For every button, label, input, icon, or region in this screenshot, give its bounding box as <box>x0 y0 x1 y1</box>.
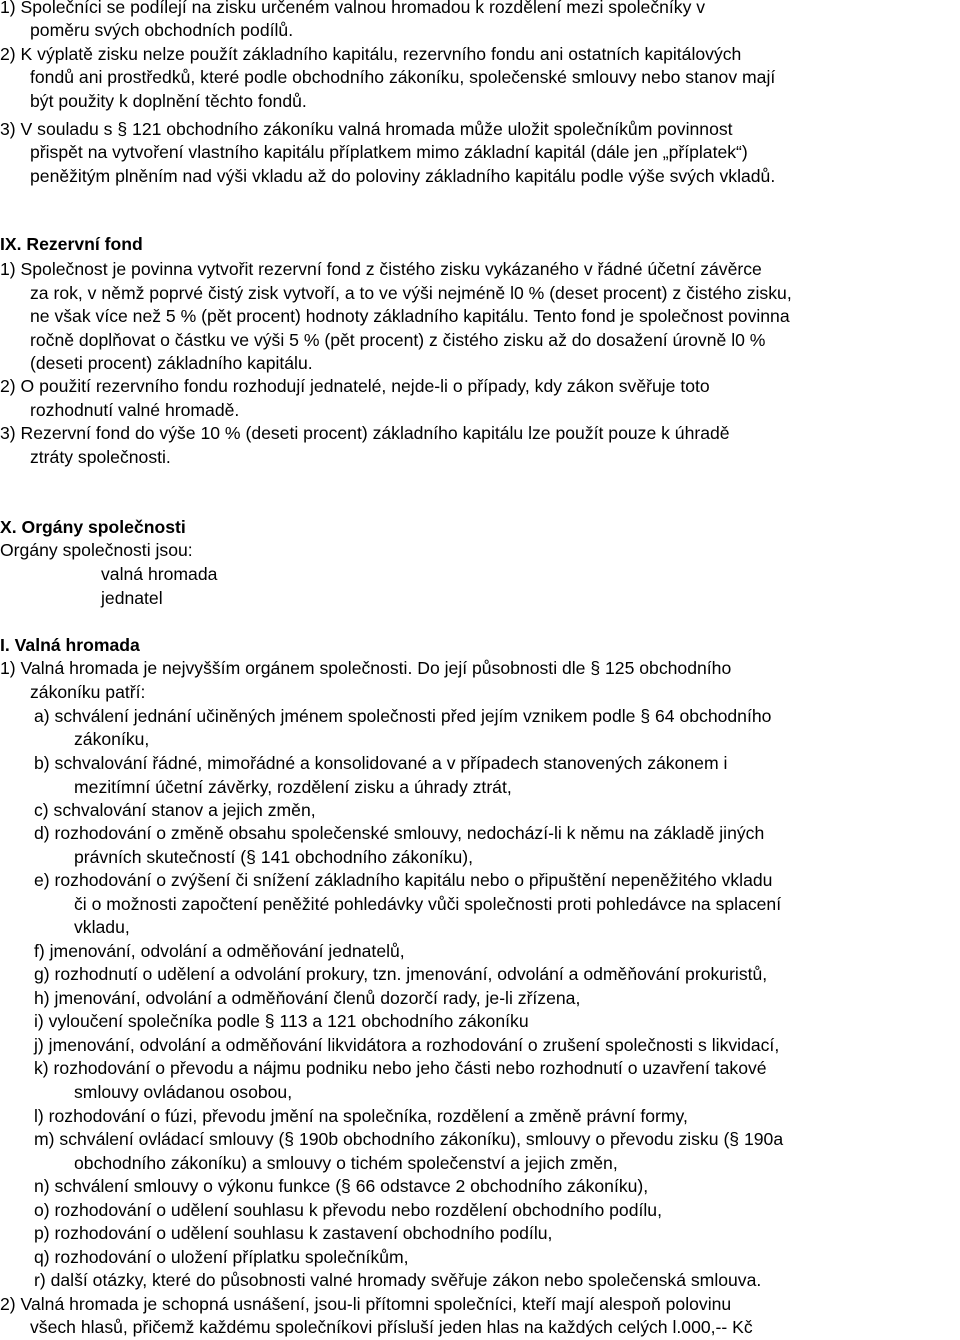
list-item: h) jmenování, odvolání a odměňování členů dozorčí rady, je-li zřízena, <box>34 988 581 1008</box>
text-line: 1) Valná hromada je nejvyšším orgánem společnosti. Do její působnosti dle § 125 obchodního <box>0 658 732 678</box>
section-heading: IX. Rezervní fond <box>0 234 143 254</box>
text-line: být použity k doplnění těchto fondů. <box>30 91 307 111</box>
text-line: rozhodnutí valné hromadě. <box>30 400 240 420</box>
text-line: 3) Rezervní fond do výše 10 % (deseti procent) základního kapitálu lze použít pouze k úhradě <box>0 423 730 443</box>
list-item: r) další otázky, které do působnosti valné hromady svěřuje zákon nebo společenská smlouva. <box>34 1270 762 1290</box>
list-item: p) rozhodování o udělení souhlasu k zastavení obchodního podílu, <box>34 1223 553 1243</box>
list-item: o) rozhodování o udělení souhlasu k převodu nebo rozdělení obchodního podílu, <box>34 1200 662 1220</box>
text-line: 3) V souladu s § 121 obchodního zákoníku valná hromada může uložit společníkům povinnost <box>0 119 733 139</box>
text-line: peněžitým plněním nad výši vkladu až do poloviny základního kapitálu podle výše svých vkladů. <box>30 166 776 186</box>
text-line: 2) O použití rezervního fondu rozhodují jednatelé, nejde-li o případy, kdy zákon svěřuje toto <box>0 376 710 396</box>
list-item: f) jmenování, odvolání a odměňování jednatelů, <box>34 941 405 961</box>
section-heading: X. Orgány společnosti <box>0 517 186 537</box>
list-item: d) rozhodování o změně obsahu společenské smlouvy, nedochází-li k němu na základě jiných <box>34 823 765 843</box>
text-line: přispět na vytvoření vlastního kapitálu příplatkem mimo základní kapitál (dále jen „příplatek“) <box>30 142 748 162</box>
text-line: zákoníku patří: <box>30 682 146 702</box>
text-line: smlouvy ovládanou osobou, <box>74 1082 293 1102</box>
text-line: ztráty společnosti. <box>30 447 171 467</box>
list-item: g) rozhodnutí o udělení a odvolání prokury, tzn. jmenování, odvolání a odměňování prokuristů, <box>34 964 768 984</box>
text-line: ročně doplňovat o částku ve výši 5 % (pět procent) z čistého zisku až do dosažení úrovně l0 % <box>30 330 766 350</box>
text-line: právních skutečností (§ 141 obchodního zákoníku), <box>74 847 474 867</box>
text-line: mezitímní účetní závěrky, rozdělení zisku a úhrady ztrát, <box>74 777 512 797</box>
text-line: zákoníku, <box>74 729 150 749</box>
text-line: 2) K výplatě zisku nelze použít základního kapitálu, rezervního fondu ani ostatních kapitálových <box>0 44 742 64</box>
list-item: m) schválení ovládací smlouvy (§ 190b obchodního zákoníku), smlouvy o převodu zisku (§ 190a <box>34 1129 784 1149</box>
text-line: fondů ani prostředků, které podle obchodního zákoníku, společenské smlouvy nebo stanov mají <box>30 67 776 87</box>
text-line: ne však více než 5 % (pět procent) hodnoty základního kapitálu. Tento fond je společnost povinna <box>30 306 790 326</box>
list-item: q) rozhodování o uložení příplatku společníkům, <box>34 1247 409 1267</box>
text-line: (deseti procent) základního kapitálu. <box>30 353 313 373</box>
text-line: za rok, v němž poprvé čistý zisk vytvoří, a to ve výši nejméně l0 % (deset procent) z čistého zisku, <box>30 283 792 303</box>
text-line: všech hlasů, přičemž každému společníkovi přísluší jeden hlas na každých celých l.000,-- Kč <box>30 1317 753 1337</box>
text-line: či o možnosti započtení peněžité pohledávky vůči společnosti proti pohledávce na splacení <box>74 894 782 914</box>
text-line: Orgány společnosti jsou: <box>0 540 193 560</box>
text-line: vkladu, <box>74 917 130 937</box>
list-item: l) rozhodování o fúzi, převodu jmění na společníka, rozdělení a změně právní formy, <box>34 1106 688 1126</box>
list-item: k) rozhodování o převodu a nájmu podniku nebo jeho části nebo rozhodnutí o uzavření takové <box>34 1058 767 1078</box>
list-item: j) jmenování, odvolání a odměňování likvidátora a rozhodování o zrušení společnosti s likvidací, <box>34 1035 780 1055</box>
list-item: e) rozhodování o zvýšení či snížení základního kapitálu nebo o připuštění nepeněžitého vkladu <box>34 870 773 890</box>
list-item: b) schvalování řádné, mimořádné a konsolidované a v případech stanovených zákonem i <box>34 753 728 773</box>
list-item: a) schválení jednání učiněných jménem společnosti před jejím vznikem podle § 64 obchodního <box>34 706 772 726</box>
text-line: valná hromada <box>101 564 218 584</box>
text-line: obchodního zákoníku) a smlouvy o tichém společenství a jejich změn, <box>74 1153 618 1173</box>
list-item: i) vyloučení společníka podle § 113 a 121 obchodního zákoníku <box>34 1011 529 1031</box>
list-item: n) schválení smlouvy o výkonu funkce (§ 66 odstavce 2 obchodního zákoníku), <box>34 1176 649 1196</box>
section-heading: I. Valná hromada <box>0 635 140 655</box>
text-line: poměru svých obchodních podílů. <box>30 20 294 40</box>
text-line: 2) Valná hromada je schopná usnášení, jsou-li přítomni společníci, kteří mají alespoň polovinu <box>0 1294 732 1314</box>
text-line: 1) Společníci se podílejí na zisku určeném valnou hromadou k rozdělení mezi společníky v <box>0 0 706 17</box>
list-item: c) schvalování stanov a jejich změn, <box>34 800 316 820</box>
text-line: 1) Společnost je povinna vytvořit rezervní fond z čistého zisku vykázaného v řádné účetní závěrce <box>0 259 762 279</box>
text-line: jednatel <box>101 588 163 608</box>
